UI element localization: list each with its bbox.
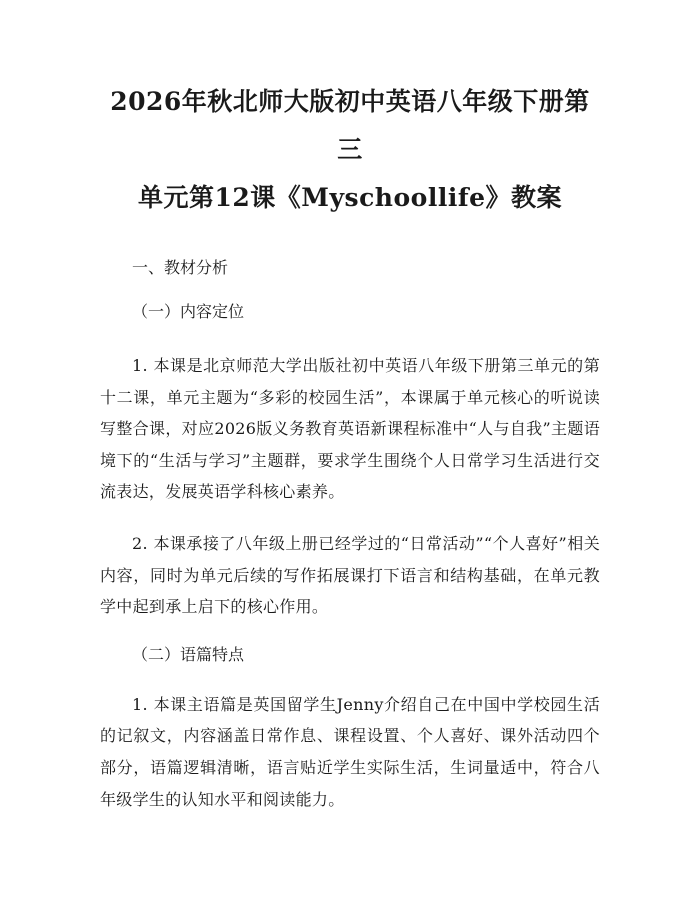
subsection-heading-text-features: （二）语篇特点: [132, 644, 245, 664]
document-title: [100, 0, 600, 222]
title-line-1: 2026年秋北师大版初中英语八年级下册第三: [110, 87, 590, 164]
section-heading-textbook-analysis: 一、教材分析: [132, 258, 229, 277]
paragraph-3: 1. 本课主语篇是英国留学生Jenny介绍自己在中国中学校园生活的记叙文，内容涵盖日常作息、课程设置、个人喜好、课外活动四个部分，语篇逻辑清晰，语言贴近学生实际生活，生词量适中，符合八年级学生的认知水平和阅读能力。: [100, 694, 600, 809]
paragraph-1: 1. 本课是北京师范大学出版社初中英语八年级下册第三单元的第十二课，单元主题为“多彩的校园生活”，本课属于单元核心的听说读写整合课，对应2026版义务教育英语新课程标准中“人与自我”主题语境下的“生活与学习”主题群，要求学生围绕个人日常学习生活进行交流表达，发展英语学科核心素养。: [100, 356, 600, 502]
paragraph-2: 2. 本课承接了八年级上册已经学过的“日常活动”“个人喜好”相关内容，同时为单元后续的写作拓展课打下语言和结构基础，在单元教学中起到承上启下的核心作用。: [100, 533, 600, 617]
title-line-2: 单元第12课《Myschoollife》教案: [138, 183, 562, 212]
subsection-heading-content-positioning: （一）内容定位: [132, 302, 245, 321]
